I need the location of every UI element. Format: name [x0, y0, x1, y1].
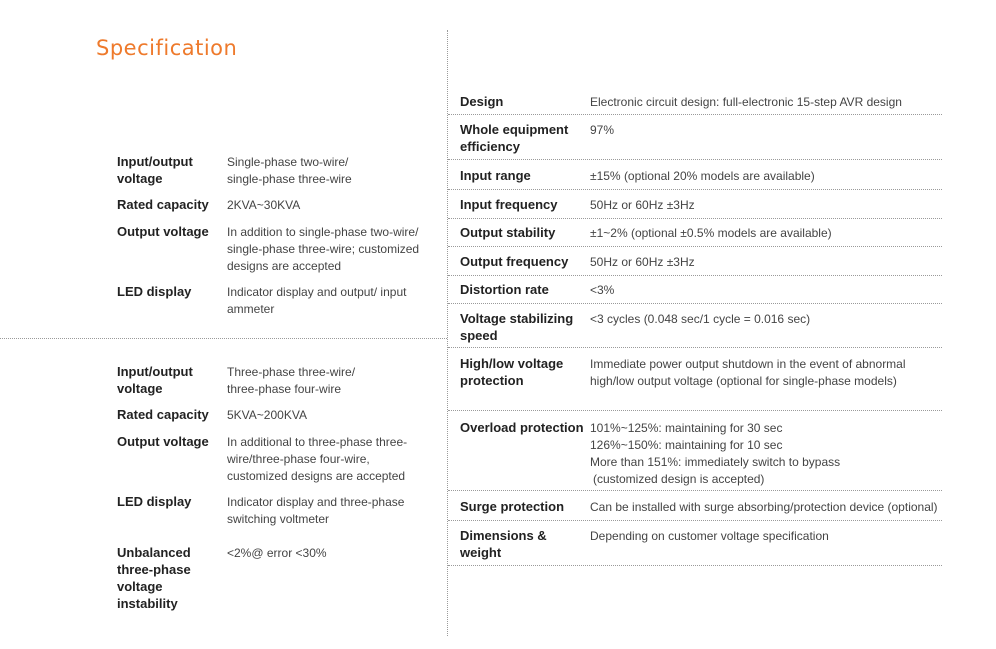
spec-value: In additional to three-phase three-wire/three-phase four-wire, customized designs are accepted — [227, 435, 408, 483]
spec-label: Input range — [460, 168, 531, 183]
spec-label: Unbalanced three-phase voltage instability — [117, 545, 191, 611]
spec-value: Depending on customer voltage specification — [590, 529, 829, 543]
spec-label: Input/output voltage — [117, 154, 193, 186]
spec-label: Output voltage — [117, 434, 209, 449]
spec-value: 50Hz or 60Hz ±3Hz — [590, 255, 695, 269]
spec-row-efficiency — [448, 121, 942, 160]
spec-row-distortion-rate — [448, 281, 942, 304]
spec-value: Three-phase three-wire/ three-phase four-wire — [227, 365, 356, 396]
spec-value: <3% — [590, 283, 615, 297]
spec-value: In addition to single-phase two-wire/ single-phase three-wire; customized designs are accepted — [227, 225, 420, 273]
spec-value: Immediate power output shutdown in the event of abnormal high/low output voltage (optional for single-phase models) — [590, 357, 906, 388]
spec-value: Electronic circuit design: full-electronic 15-step AVR design — [590, 95, 902, 109]
spec-label: Whole equipment efficiency — [460, 122, 569, 154]
spec-value: <3 cycles (0.048 sec/1 cycle = 0.016 sec) — [590, 312, 811, 326]
spec-label: Input/output voltage — [117, 364, 193, 396]
spec-label: Overload protection — [460, 420, 584, 435]
spec-value: 2KVA~30KVA — [227, 198, 301, 212]
spec-value: ±15% (optional 20% models are available) — [590, 169, 815, 183]
spec-row-overload-protection — [448, 419, 942, 491]
spec-value: ±1~2% (optional ±0.5% models are available) — [590, 226, 832, 240]
spec-value: Indicator display and three-phase switching voltmeter — [227, 495, 405, 526]
spec-row-input-range — [448, 167, 942, 190]
spec-label: Input frequency — [460, 197, 558, 212]
spec-row-stabilizing-speed — [448, 310, 942, 348]
overload-line: (customized design is accepted) — [593, 472, 765, 486]
overload-line: More than 151%: immediately switch to bypass — [590, 455, 841, 469]
spec-value: 97% — [590, 123, 615, 137]
spec-value: 5KVA~200KVA — [227, 408, 307, 422]
spec-row-design — [448, 93, 942, 115]
spec-label: Output frequency — [460, 254, 569, 269]
spec-row-surge-protection — [448, 498, 942, 521]
spec-value: 50Hz or 60Hz ±3Hz — [590, 198, 695, 212]
spec-label: Voltage stabilizing speed — [460, 311, 574, 343]
spec-label: Rated capacity — [117, 407, 209, 422]
page-title: Specification — [96, 36, 238, 60]
section-divider — [0, 338, 447, 339]
spec-label: LED display — [117, 494, 192, 509]
spec-row-input-frequency — [448, 196, 942, 219]
spec-row-output-stability — [448, 224, 942, 247]
overload-line: 126%~150%: maintaining for 10 sec — [590, 438, 783, 452]
spec-value: Can be installed with surge absorbing/protection device (optional) — [590, 500, 938, 514]
spec-value: <2%@ error <30% — [227, 546, 327, 560]
spec-label: Design — [460, 94, 504, 109]
spec-label: Distortion rate — [460, 282, 549, 297]
spec-label: Rated capacity — [117, 197, 209, 212]
spec-value: Indicator display and output/ input ammeter — [227, 285, 407, 316]
spec-row-dimensions — [448, 527, 942, 566]
spec-label: LED display — [117, 284, 192, 299]
spec-value — [590, 420, 970, 488]
spec-row-output-frequency — [448, 253, 942, 276]
spec-row-high-low-protection — [448, 355, 942, 411]
spec-label: Dimensions & weight — [460, 528, 547, 560]
overload-line: 101%~125%: maintaining for 30 sec — [590, 421, 783, 435]
spec-value: Single-phase two-wire/ single-phase three-wire — [227, 155, 352, 186]
spec-label: Output voltage — [117, 224, 209, 239]
spec-label: Surge protection — [460, 499, 565, 514]
spec-label: Output stability — [460, 225, 556, 240]
spec-label: High/low voltage protection — [460, 356, 564, 388]
